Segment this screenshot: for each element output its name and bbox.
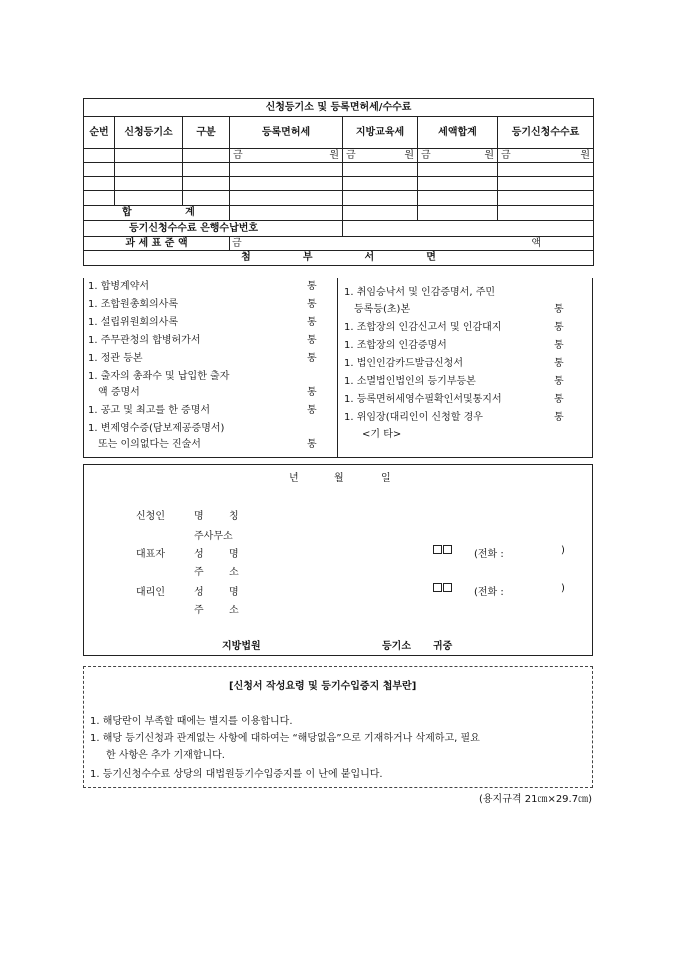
- application-section: [83, 464, 593, 656]
- attachment-item: 1. 조합원총회의사록: [88, 299, 178, 310]
- attachments-divider: [337, 278, 338, 457]
- unit-tong: 통: [307, 353, 317, 364]
- date-year: 년: [289, 473, 299, 484]
- attachment-item: 1. 조합장의 인감신고서 및 인감대지: [344, 322, 502, 333]
- unit-tong: 통: [554, 322, 564, 333]
- attachment-item-other: <기 타>: [362, 429, 402, 440]
- notes-section: [83, 666, 593, 788]
- unit-tong: 통: [554, 304, 564, 315]
- unit-tong: 통: [307, 281, 317, 292]
- unit-tong: 통: [307, 299, 317, 310]
- person-name-label-1: 성: [194, 587, 204, 598]
- unit-tong: 통: [307, 439, 317, 450]
- paper-size: (용지규격 21㎝×29.7㎝): [479, 794, 592, 805]
- table-row: [84, 163, 594, 177]
- court-label: 지방법원: [222, 641, 261, 652]
- bank-payment-label: 등기신청수수료 은행수납번호: [84, 221, 343, 237]
- header-registry-office: 신청등기소: [115, 117, 183, 149]
- addressee: 귀중: [433, 641, 453, 652]
- unit-tong: 통: [554, 412, 564, 423]
- address-label-1: 주: [194, 605, 204, 616]
- unit-geum: 금: [501, 149, 511, 161]
- attachment-item: 1. 합병계약서: [88, 281, 150, 292]
- name-label-1: 명: [194, 511, 204, 522]
- unit-tong: 통: [307, 317, 317, 328]
- attachment-item: 1. 변제영수증(담보제공증명서): [88, 423, 225, 434]
- header-category: 구분: [183, 117, 230, 149]
- attachment-item: 1. 주무관청의 합병허가서: [88, 335, 201, 346]
- note-item: 1. 해당 등기신청과 관계없는 사항에 대하여는 “해당없음”으로 기재하거나 삭제하고, 필요: [90, 733, 480, 744]
- main-office-label: 주사무소: [194, 531, 233, 542]
- attachment-item: 1. 등록면허세영수필확인서및통지서: [344, 394, 502, 405]
- attachment-item: 1. 출자의 총좌수 및 납입한 출자: [88, 371, 230, 382]
- unit-tong: 통: [307, 405, 317, 416]
- tax-base-geum: 금: [232, 237, 242, 249]
- phone-close: ): [561, 583, 565, 594]
- agent-label: 대리인: [136, 587, 165, 598]
- header-registration-tax: 등록면허세: [230, 117, 343, 149]
- unit-won: 원: [580, 149, 591, 161]
- unit-geum: 금: [233, 149, 243, 161]
- person-name-label-2: 명: [229, 587, 239, 598]
- table-row: [84, 177, 594, 191]
- unit-won: 원: [484, 149, 494, 161]
- address-label-1: 주: [194, 567, 204, 578]
- seal-box-icon: [433, 583, 442, 592]
- unit-won: 원: [404, 149, 414, 161]
- attachment-item-cont: 또는 이의없다는 진술서: [98, 439, 201, 450]
- note-item-cont: 한 사항은 추가 기재합니다.: [106, 750, 225, 761]
- person-name-label-1: 성: [194, 549, 204, 560]
- attachment-item: 1. 소멸법인법인의 등기부등본: [344, 376, 476, 387]
- attachment-item-cont: 액 증명서: [98, 387, 140, 398]
- seal-boxes: [433, 583, 453, 594]
- tax-base-aek: 액: [531, 237, 542, 249]
- phone-close: ): [561, 545, 565, 556]
- attachment-item: 1. 설립위원회의사록: [88, 317, 178, 328]
- unit-tong: 통: [307, 387, 317, 398]
- fee-table-title: 신청등기소 및 등록면허세/수수료: [84, 99, 594, 117]
- table-row: [84, 191, 594, 206]
- tax-base-label: 과 세 표 준 액: [84, 237, 230, 251]
- seal-box-icon: [443, 545, 452, 554]
- attachment-item: 1. 공고 및 최고를 한 증명서: [88, 405, 211, 416]
- note-item: 1. 등기신청수수료 상당의 대법원등기수입증지를 이 난에 붙입니다.: [90, 769, 383, 780]
- attachments-header: 첨 부 서 면: [84, 251, 594, 266]
- notes-title: [신청서 작성요령 및 등기수입증지 첩부란]: [229, 681, 417, 692]
- phone-label: (전화 :: [474, 549, 504, 560]
- seal-box-icon: [433, 545, 442, 554]
- header-local-education-tax: 지방교육세: [343, 117, 418, 149]
- unit-tong: 통: [307, 335, 317, 346]
- attachment-item: 1. 취임승낙서 및 인감증명서, 주민: [344, 287, 496, 298]
- unit-tong: 통: [554, 376, 564, 387]
- name-label-2: 칭: [229, 511, 239, 522]
- total-row: [84, 206, 594, 221]
- attachment-item: 1. 정관 등본: [88, 353, 143, 364]
- seal-boxes: [433, 545, 453, 556]
- header-registration-fee: 등기신청수수료: [498, 117, 594, 149]
- registry-label: 등기소: [382, 641, 411, 652]
- attachments-section: [83, 278, 593, 458]
- unit-tong: 통: [554, 358, 564, 369]
- unit-tong: 통: [554, 340, 564, 351]
- unit-won: 원: [329, 149, 339, 161]
- attachment-item-cont: 등록등(초)본: [354, 304, 411, 315]
- header-tax-total: 세액합계: [418, 117, 498, 149]
- attachment-item: 1. 법인인감카드발급신청서: [344, 358, 463, 369]
- total-label-1: 합: [122, 207, 132, 218]
- total-label-2: 계: [185, 207, 195, 218]
- unit-geum: 금: [421, 149, 431, 161]
- fee-table: [83, 98, 594, 266]
- representative-label: 대표자: [136, 549, 165, 560]
- unit-tong: 통: [554, 394, 564, 405]
- attachment-item: 1. 위임장(대리인이 신청할 경우: [344, 412, 483, 423]
- phone-label: (전화 :: [474, 587, 504, 598]
- header-seq: 순번: [84, 117, 115, 149]
- attachment-item: 1. 조합장의 인감증명서: [344, 340, 447, 351]
- address-label-2: 소: [229, 605, 239, 616]
- note-item: 1. 해당란이 부족할 때에는 별지를 이용합니다.: [90, 716, 293, 727]
- person-name-label-2: 명: [229, 549, 239, 560]
- unit-row: [84, 149, 594, 163]
- date-month: 월: [334, 473, 344, 484]
- seal-box-icon: [443, 583, 452, 592]
- applicant-label: 신청인: [136, 511, 165, 522]
- address-label-2: 소: [229, 567, 239, 578]
- unit-geum: 금: [346, 149, 356, 161]
- date-day: 일: [381, 473, 391, 484]
